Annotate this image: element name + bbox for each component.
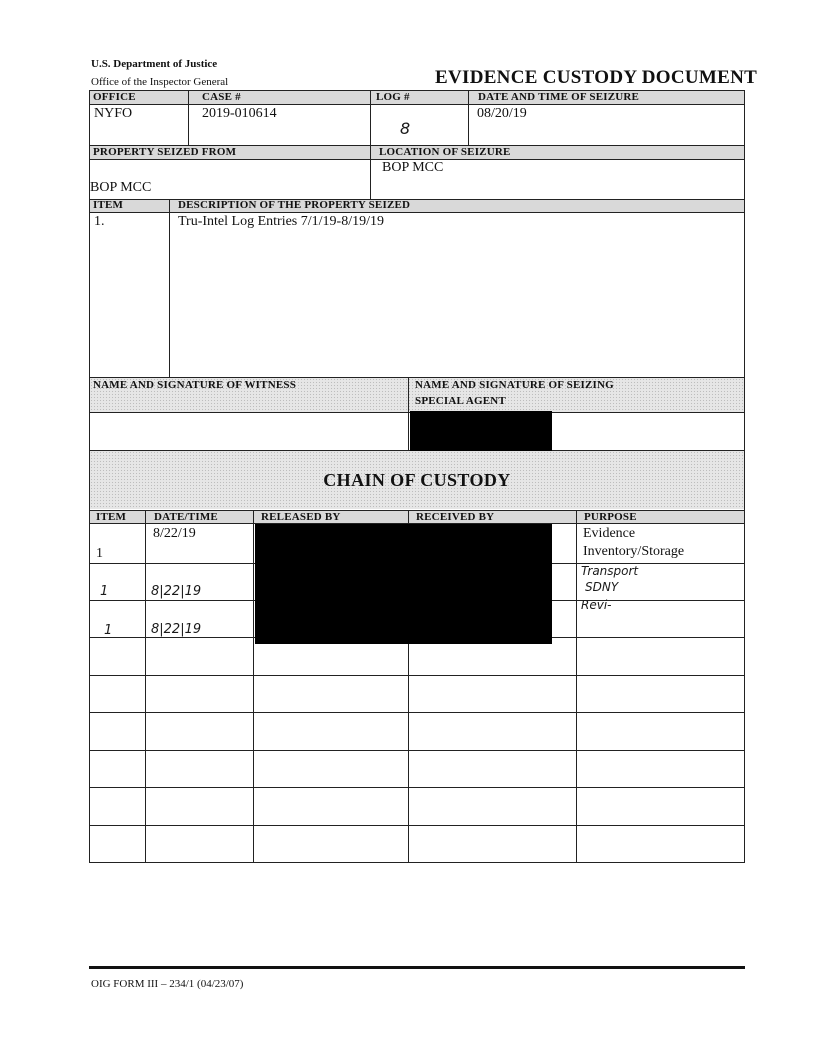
chain-row-3-purpose-line1: Revi- — [581, 598, 612, 612]
chain-row-1-date: 8/22/19 — [153, 526, 196, 541]
witness-label: NAME AND SIGNATURE OF WITNESS — [93, 379, 297, 391]
chain-row-2-purpose-line2: SDNY — [585, 580, 619, 594]
rule — [576, 510, 577, 863]
date-of-seizure-value: 08/20/19 — [477, 106, 527, 121]
rule — [89, 750, 745, 751]
case-label: CASE # — [202, 91, 241, 103]
chain-of-custody-title: CHAIN OF CUSTODY — [323, 470, 511, 490]
rule — [253, 510, 254, 863]
chain-row-3-item: 1 — [104, 623, 113, 638]
seizing-agent-label-line1: NAME AND SIGNATURE OF SEIZING — [415, 379, 614, 391]
chain-col-released-by: RELEASED BY — [261, 511, 341, 523]
chain-row-1-purpose-line1: Evidence — [583, 526, 636, 541]
chain-col-item: ITEM — [96, 511, 127, 523]
chain-col-received-by: RECEIVED BY — [416, 511, 495, 523]
item-description-value: Tru-Intel Log Entries 7/1/19-8/19/19 — [178, 214, 384, 229]
redacted-agent-name — [410, 411, 552, 451]
description-label: DESCRIPTION OF THE PROPERTY SEIZED — [178, 199, 411, 211]
chain-row-2-item: 1 — [100, 584, 109, 599]
rule — [468, 90, 469, 145]
case-value: 2019-010614 — [202, 106, 277, 121]
chain-row-3-date: 8|22|19 — [151, 622, 202, 637]
location-of-seizure-value: BOP MCC — [382, 160, 444, 175]
property-seized-from-label: PROPERTY SEIZED FROM — [93, 146, 237, 158]
rule — [89, 675, 745, 676]
log-label: LOG # — [376, 91, 410, 103]
rule — [145, 510, 146, 863]
office-value: NYFO — [94, 106, 133, 121]
rule — [169, 199, 170, 377]
item-label: ITEM — [93, 199, 124, 211]
document-title: EVIDENCE CUSTODY DOCUMENT — [435, 67, 758, 88]
chain-col-datetime: DATE/TIME — [154, 511, 218, 523]
log-value: 8 — [400, 119, 411, 138]
rule — [89, 825, 745, 826]
chain-col-purpose: PURPOSE — [584, 511, 637, 523]
office-name: Office of the Inspector General — [91, 76, 229, 88]
rule — [89, 377, 745, 378]
chain-row-2-date: 8|22|19 — [151, 584, 202, 599]
rule — [89, 212, 745, 213]
rule — [188, 90, 189, 145]
office-label: OFFICE — [93, 91, 136, 103]
property-seized-from-value: BOP MCC — [90, 180, 152, 195]
department-name: U.S. Department of Justice — [91, 58, 218, 70]
footer-rule — [89, 966, 745, 969]
rule — [370, 90, 371, 199]
seizing-agent-label-line2: SPECIAL AGENT — [415, 395, 506, 407]
chain-row-1-item: 1 — [96, 546, 103, 561]
rule — [89, 787, 745, 788]
chain-row-1-purpose-line2: Inventory/Storage — [583, 544, 685, 559]
form-id: OIG FORM III – 234/1 (04/23/07) — [91, 978, 244, 990]
location-of-seizure-label: LOCATION OF SEIZURE — [379, 146, 511, 158]
rule — [89, 712, 745, 713]
item-number-value: 1. — [94, 214, 105, 229]
chain-row-2-purpose-line1: Transport — [581, 564, 639, 578]
date-time-seizure-label: DATE AND TIME OF SEIZURE — [478, 91, 640, 103]
rule — [408, 377, 409, 450]
redacted-custody-names — [255, 524, 552, 644]
